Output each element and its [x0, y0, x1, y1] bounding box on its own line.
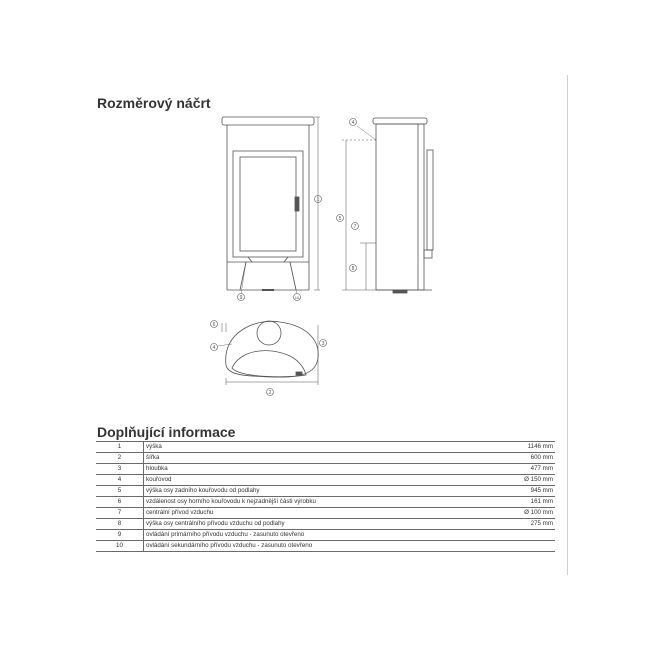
row-description: vzdálenost osy horního kouřovodu k nejzadnější části výrobku: [144, 497, 472, 508]
table-row: [96, 453, 555, 464]
callout-1: [315, 196, 322, 203]
callout-8: [350, 265, 357, 272]
row-value: 945 mm: [471, 486, 555, 497]
table-row: [96, 497, 555, 508]
row-description: výška osy zadního kouřovodu od podlahy: [144, 486, 472, 497]
table-row: [96, 508, 555, 519]
row-number: 6: [96, 497, 144, 508]
top-view: [218, 321, 318, 385]
row-description: výška osy centrálního přívodu vzduchu od podlahy: [144, 519, 472, 530]
callout-6: [211, 321, 218, 328]
row-value: Ø 100 mm: [471, 508, 555, 519]
callout-7: [352, 223, 359, 230]
row-description: ovládání primárního přívodu vzduchu - zasunuto otevřeno: [144, 530, 472, 541]
callout-2: [267, 389, 274, 396]
section-title-sketch: Rozměrový náčrt: [97, 95, 211, 111]
row-number: 8: [96, 519, 144, 530]
callout-5: [337, 215, 344, 222]
row-value: 600 mm: [471, 453, 555, 464]
row-number: 5: [96, 486, 144, 497]
callout-9: [238, 294, 245, 301]
row-description: centrální přívod vzduchu: [144, 508, 472, 519]
callout-6-label: 6: [212, 321, 216, 328]
callout-7-label: 7: [353, 223, 357, 230]
table-row: [96, 530, 555, 541]
table-row: [96, 486, 555, 497]
row-description: kouřovod: [144, 475, 472, 486]
callout-4-top-label: 4: [212, 344, 216, 351]
callout-3: [320, 340, 327, 347]
callout-3-label: 3: [321, 340, 325, 347]
table-row: [96, 519, 555, 530]
table-row: [96, 464, 555, 475]
side-view: [342, 118, 433, 293]
row-value: Ø 150 mm: [471, 475, 555, 486]
row-number: 4: [96, 475, 144, 486]
row-number: 3: [96, 464, 144, 475]
row-value: [471, 530, 555, 541]
row-number: 9: [96, 530, 144, 541]
callout-4-side-label: 4: [351, 119, 355, 126]
info-table: [96, 441, 555, 552]
row-value: 1146 mm: [471, 442, 555, 453]
callout-10: [294, 294, 301, 301]
row-value: [471, 541, 555, 552]
callout-4-top: [211, 344, 218, 351]
table-row: [96, 541, 555, 552]
section-title-info: Doplňující informace: [97, 424, 236, 440]
row-number: 2: [96, 453, 144, 464]
row-value: 161 mm: [471, 497, 555, 508]
callout-2-label: 2: [268, 389, 272, 396]
callout-8-label: 8: [351, 265, 355, 272]
row-description: výška: [144, 442, 472, 453]
callout-1-label: 1: [316, 196, 320, 203]
table-row: [96, 475, 555, 486]
callout-10-label: 10: [294, 294, 300, 300]
front-view: [222, 117, 320, 294]
row-value: 477 mm: [471, 464, 555, 475]
row-description: ovládání sekundárního přívodu vzduchu - zasunuto otevřeno: [144, 541, 472, 552]
row-number: 7: [96, 508, 144, 519]
row-number: 10: [96, 541, 144, 552]
callout-4-side: [350, 119, 357, 126]
row-description: šířka: [144, 453, 472, 464]
callout-9-label: 9: [239, 294, 243, 301]
callout-5-label: 5: [338, 215, 342, 222]
row-number: 1: [96, 442, 144, 453]
row-description: hloubka: [144, 464, 472, 475]
table-row: [96, 442, 555, 453]
row-value: 275 mm: [471, 519, 555, 530]
